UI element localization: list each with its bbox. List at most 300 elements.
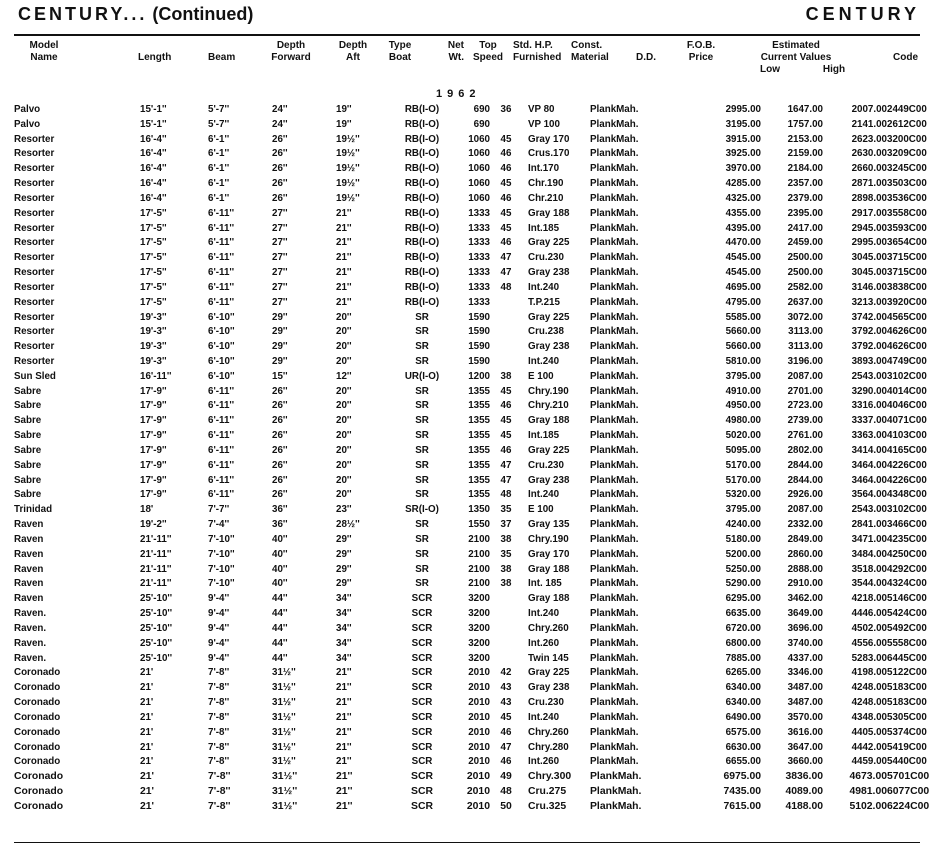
cell-material: PlankMah. <box>590 430 639 442</box>
table-row <box>14 651 920 666</box>
cell-beam: 6'-10'' <box>208 341 235 353</box>
cell-depth-forward: 27'' <box>272 222 288 234</box>
cell-material: PlankMah. <box>590 741 639 753</box>
cell-low-value: 1757.00 <box>787 118 823 130</box>
cell-std-hp: Gray 238 <box>528 267 570 279</box>
cell-fob-price: 5095.00 <box>725 444 761 456</box>
cell-high-value: 4198.00 <box>851 667 887 679</box>
cell-std-hp: Gray 225 <box>528 311 570 323</box>
cell-boat-type: SCR <box>411 682 433 694</box>
cell-depth-aft: 20'' <box>336 326 352 338</box>
cell-low-value: 1647.00 <box>787 103 823 115</box>
cell-top-speed: 50 <box>500 800 512 812</box>
cell-length: 16'-11'' <box>140 370 172 382</box>
cell-net-weight: 2010 <box>468 667 490 679</box>
cell-model-name: Raven. <box>14 622 47 634</box>
cell-depth-aft: 19'' <box>336 118 352 130</box>
cell-top-speed: 37 <box>500 519 512 531</box>
cell-depth-aft: 19½'' <box>336 163 360 175</box>
cell-fob-price: 4695.00 <box>725 281 761 293</box>
cell-depth-forward: 44'' <box>272 652 288 664</box>
cell-fob-price: 5180.00 <box>725 533 761 545</box>
cell-net-weight: 2100 <box>468 548 490 560</box>
cell-depth-forward: 26'' <box>272 178 288 190</box>
cell-dd <box>654 502 689 517</box>
cell-low-value: 3072.00 <box>787 311 823 323</box>
cell-high-value: 2007.00 <box>851 103 887 115</box>
cell-depth-forward: 29'' <box>272 326 288 338</box>
table-row <box>14 384 920 399</box>
cell-std-hp: VP 100 <box>528 118 560 130</box>
cell-depth-forward: 24'' <box>272 103 288 115</box>
cell-net-weight: 1355 <box>468 385 490 397</box>
cell-length: 19'-3'' <box>140 326 167 338</box>
cell-depth-aft: 28½'' <box>336 519 360 531</box>
cell-high-value: 3471.00 <box>851 533 887 545</box>
cell-fob-price: 6975.00 <box>723 771 761 783</box>
col-high: High <box>822 64 846 75</box>
cell-std-hp: Gray 225 <box>528 237 570 249</box>
cell-depth-aft: 21'' <box>336 786 353 797</box>
cell-depth-forward: 24'' <box>272 118 288 130</box>
table-row <box>14 562 920 577</box>
cell-std-hp: Chry.210 <box>528 400 569 412</box>
cell-fob-price: 5170.00 <box>725 474 761 486</box>
cell-model-name: Raven <box>14 519 44 531</box>
cell-code: 5146C00 <box>887 593 927 605</box>
cell-model-name: Raven. <box>14 608 47 620</box>
cell-depth-forward: 27'' <box>272 296 288 308</box>
cell-boat-type: SCR <box>411 800 433 812</box>
cell-dd <box>654 577 689 592</box>
col-fob-price: F.O.B. Price <box>686 40 716 63</box>
cell-net-weight: 1355 <box>468 459 490 471</box>
cell-low-value: 3647.00 <box>787 741 823 753</box>
cell-beam: 6'-11'' <box>208 444 235 456</box>
cell-material: PlankMah. <box>590 489 639 501</box>
cell-depth-aft: 20'' <box>336 355 352 367</box>
cell-model-name: Resorter <box>14 133 55 145</box>
cell-boat-type: UR(I-O) <box>404 370 440 382</box>
cell-model-name: Sabre <box>14 415 42 427</box>
cell-dd <box>654 458 689 473</box>
cell-top-speed: 46 <box>500 400 512 412</box>
cell-boat-type: SR <box>415 563 429 575</box>
cell-beam: 6'-10'' <box>208 355 235 367</box>
cell-net-weight: 1060 <box>468 133 490 145</box>
cell-fob-price: 4355.00 <box>725 207 761 219</box>
cell-dd <box>654 532 689 547</box>
cell-net-weight: 3200 <box>468 652 490 664</box>
table-row <box>14 606 920 621</box>
cell-fob-price: 4795.00 <box>725 296 761 308</box>
cell-code: 2449C00 <box>887 103 927 115</box>
cell-length: 19'-2'' <box>140 519 167 531</box>
cell-fob-price: 5290.00 <box>725 578 761 590</box>
cell-dd <box>654 235 689 250</box>
cell-depth-aft: 21'' <box>336 296 352 308</box>
cell-length: 17'-5'' <box>140 296 167 308</box>
cell-code: 3838C00 <box>887 281 927 293</box>
cell-material: PlankMah. <box>590 637 639 649</box>
cell-high-value: 2917.00 <box>851 207 887 219</box>
table-row <box>14 280 920 295</box>
cell-beam: 6'-11'' <box>208 281 235 293</box>
cell-boat-type: SR <box>415 326 429 338</box>
cell-material: PlankMah. <box>590 163 639 175</box>
cell-length: 17'-9'' <box>140 430 167 442</box>
cell-net-weight: 1333 <box>468 296 490 308</box>
table-row <box>14 740 920 755</box>
cell-low-value: 3660.00 <box>787 756 823 768</box>
cell-fob-price: 3795.00 <box>725 370 761 382</box>
cell-low-value: 3462.00 <box>787 593 823 605</box>
cell-model-name: Coronado <box>14 800 64 812</box>
cell-low-value: 2357.00 <box>787 178 823 190</box>
table-row <box>14 517 920 532</box>
table-row <box>14 235 920 250</box>
cell-model-name: Sabre <box>14 400 42 412</box>
cell-model-name: Resorter <box>14 281 55 293</box>
cell-material: PlankMah. <box>590 237 639 249</box>
cell-model-name: Sabre <box>14 385 42 397</box>
cell-net-weight: 3200 <box>468 637 490 649</box>
cell-material: PlankMah. <box>590 326 639 338</box>
cell-depth-forward: 29'' <box>272 355 288 367</box>
cell-low-value: 3113.00 <box>788 341 823 353</box>
cell-depth-aft: 20'' <box>336 311 352 323</box>
cell-std-hp: T.P.215 <box>528 296 560 308</box>
cell-top-speed <box>490 621 522 636</box>
col-const-material: Const. Material <box>571 40 609 63</box>
model-year: 1962 <box>436 88 481 100</box>
cell-low-value: 4188.00 <box>785 800 823 812</box>
cell-code: 6445C00 <box>887 652 927 664</box>
cell-length: 19'-3'' <box>140 355 167 367</box>
cell-high-value: 3045.00 <box>851 267 887 279</box>
cell-dd <box>654 799 689 814</box>
cell-model-name: Resorter <box>14 148 55 160</box>
cell-std-hp: Gray 188 <box>528 415 570 427</box>
cell-dd <box>654 250 689 265</box>
cell-boat-type: SR <box>415 519 429 531</box>
cell-net-weight: 2010 <box>466 800 490 812</box>
cell-code: 3209C00 <box>887 148 927 160</box>
cell-beam: 6'-11'' <box>208 385 235 397</box>
cell-model-name: Resorter <box>14 207 55 219</box>
cell-code: 3503C00 <box>887 178 927 190</box>
cell-length: 21' <box>140 682 154 694</box>
cell-material: PlankMah. <box>590 563 639 575</box>
cell-boat-type: SCR <box>411 741 433 753</box>
cell-dd <box>654 769 689 784</box>
cell-low-value: 2723.00 <box>787 400 823 412</box>
cell-material: PlankMah. <box>590 252 639 264</box>
cell-material: PlankMah. <box>590 311 639 323</box>
cell-depth-forward: 15'' <box>272 370 288 382</box>
cell-boat-type: RB(I-O) <box>404 133 440 145</box>
cell-material: PlankMah. <box>590 385 639 397</box>
table-row <box>14 265 920 280</box>
table-row <box>14 102 920 117</box>
cell-std-hp: VP 80 <box>528 103 555 115</box>
cell-model-name: Raven <box>14 593 44 605</box>
cell-material: PlankMah. <box>590 341 639 353</box>
cell-model-name: Sabre <box>14 489 42 501</box>
cell-dd <box>654 354 689 369</box>
cell-depth-forward: 26'' <box>272 444 288 456</box>
cell-top-speed: 45 <box>500 415 512 427</box>
cell-std-hp: Int.185 <box>528 222 560 234</box>
cell-low-value: 3487.00 <box>787 697 823 709</box>
cell-low-value: 2860.00 <box>787 548 823 560</box>
cell-depth-forward: 27'' <box>272 267 288 279</box>
cell-depth-aft: 21'' <box>336 237 352 249</box>
table-row <box>14 428 920 443</box>
cell-material: PlankMah. <box>590 296 639 308</box>
cell-high-value: 2141.00 <box>851 118 887 130</box>
cell-material: PlankMah. <box>590 726 639 738</box>
cell-std-hp: Int.170 <box>528 163 560 175</box>
cell-top-speed: 47 <box>500 252 512 264</box>
cell-depth-forward: 26'' <box>272 459 288 471</box>
cell-top-speed: 48 <box>500 281 512 293</box>
cell-depth-forward: 31½'' <box>272 726 296 738</box>
cell-boat-type: RB(I-O) <box>404 207 440 219</box>
cell-net-weight: 1333 <box>468 237 490 249</box>
table-row <box>14 117 920 132</box>
cell-net-weight: 1333 <box>468 252 490 264</box>
cell-depth-aft: 20'' <box>336 385 352 397</box>
cell-net-weight: 3200 <box>468 622 490 634</box>
cell-depth-forward: 27'' <box>272 281 288 293</box>
table-row <box>14 206 920 221</box>
cell-model-name: Resorter <box>14 192 55 204</box>
cell-model-name: Resorter <box>14 267 55 279</box>
cell-depth-forward: 26'' <box>272 415 288 427</box>
cell-high-value: 3792.00 <box>851 341 887 353</box>
table-row <box>14 591 920 606</box>
cell-depth-aft: 34'' <box>336 637 352 649</box>
cell-net-weight: 2100 <box>468 533 490 545</box>
cell-fob-price: 4980.00 <box>725 415 761 427</box>
cell-length: 25'-10'' <box>140 622 173 634</box>
cell-fob-price: 4240.00 <box>725 519 761 531</box>
cell-std-hp: Gray 188 <box>528 593 570 605</box>
cell-high-value: 3290.00 <box>851 385 887 397</box>
cell-boat-type: SR <box>415 430 429 442</box>
cell-boat-type: RB(I-O) <box>404 178 440 190</box>
cell-top-speed: 46 <box>500 444 512 456</box>
cell-dd <box>654 695 689 710</box>
cell-beam: 6'-11'' <box>208 252 235 264</box>
table-row <box>14 191 920 206</box>
cell-fob-price: 4545.00 <box>725 252 761 264</box>
cell-std-hp: Gray 238 <box>528 682 570 694</box>
col-model: Model Name <box>29 40 59 63</box>
cell-length: 21' <box>140 667 154 679</box>
cell-length: 17'-5'' <box>140 267 167 279</box>
cell-boat-type: RB(I-O) <box>404 267 440 279</box>
cell-beam: 6'-11'' <box>208 222 235 234</box>
cell-top-speed: 46 <box>500 756 512 768</box>
cell-boat-type: SCR <box>411 608 433 620</box>
cell-top-speed: 49 <box>500 771 512 783</box>
cell-depth-forward: 31½'' <box>272 711 296 723</box>
cell-std-hp: Chr.190 <box>528 178 564 190</box>
cell-net-weight: 1590 <box>468 311 490 323</box>
cell-material: PlankMah. <box>590 756 639 768</box>
table-row <box>14 695 920 710</box>
brand-title-left: CENTURY... <box>18 4 148 24</box>
cell-beam: 7'-8'' <box>208 741 230 753</box>
cell-model-name: Coronado <box>14 786 64 797</box>
cell-fob-price: 5810.00 <box>725 355 761 367</box>
top-rule <box>14 34 920 36</box>
cell-net-weight: 1060 <box>468 192 490 204</box>
cell-depth-aft: 21'' <box>336 207 352 219</box>
cell-top-speed <box>490 591 522 606</box>
cell-depth-forward: 26'' <box>272 163 288 175</box>
cell-beam: 6'-11'' <box>208 237 235 249</box>
cell-dd <box>654 146 689 161</box>
table-row <box>14 146 920 161</box>
table-row <box>14 369 920 384</box>
cell-depth-aft: 12'' <box>336 370 352 382</box>
cell-depth-aft: 19'' <box>336 103 352 115</box>
cell-top-speed: 45 <box>500 133 512 145</box>
cell-boat-type: RB(I-O) <box>404 296 440 308</box>
cell-fob-price: 6490.00 <box>725 711 761 723</box>
cell-code: 3715C00 <box>887 267 927 279</box>
table-row <box>14 132 920 147</box>
cell-material: PlankMah. <box>590 652 639 664</box>
cell-length: 21'-11'' <box>140 548 172 560</box>
table-row <box>14 680 920 695</box>
cell-code: 3654C00 <box>887 237 927 249</box>
cell-top-speed <box>490 651 522 666</box>
cell-depth-forward: 31½'' <box>272 800 298 812</box>
cell-fob-price: 6630.00 <box>725 741 761 753</box>
cell-model-name: Raven <box>14 548 44 560</box>
cell-std-hp: Chry.190 <box>528 533 569 545</box>
cell-depth-forward: 26'' <box>272 430 288 442</box>
cell-length: 17'-5'' <box>140 252 167 264</box>
cell-fob-price: 2995.00 <box>725 103 761 115</box>
table-row <box>14 176 920 191</box>
cell-code: 3715C00 <box>887 252 927 264</box>
cell-depth-forward: 40'' <box>272 548 288 560</box>
cell-beam: 6'-11'' <box>208 489 235 501</box>
cell-code: 3920C00 <box>887 296 927 308</box>
cell-depth-forward: 31½'' <box>272 786 298 797</box>
cell-code: 6224C00 <box>887 800 930 812</box>
cell-low-value: 2395.00 <box>787 207 823 219</box>
cell-high-value: 2543.00 <box>851 370 887 382</box>
cell-net-weight: 1333 <box>468 222 490 234</box>
cell-boat-type: RB(I-O) <box>404 163 440 175</box>
cell-boat-type: RB(I-O) <box>404 281 440 293</box>
cell-net-weight: 2010 <box>468 682 490 694</box>
cell-top-speed: 45 <box>500 178 512 190</box>
cell-high-value: 3484.00 <box>851 548 887 560</box>
cell-depth-forward: 44'' <box>272 637 288 649</box>
cell-length: 19'-3'' <box>140 311 167 323</box>
cell-top-speed: 42 <box>500 667 512 679</box>
cell-std-hp: Int.240 <box>528 355 560 367</box>
cell-std-hp: Gray 225 <box>528 667 570 679</box>
cell-std-hp: Int.240 <box>528 608 560 620</box>
cell-top-speed: 47 <box>500 474 512 486</box>
cell-model-name: Resorter <box>14 311 55 323</box>
cell-beam: 7'-4'' <box>208 519 230 531</box>
cell-fob-price: 4545.00 <box>725 267 761 279</box>
cell-length: 21' <box>140 771 155 783</box>
cell-code: 4626C00 <box>887 341 927 353</box>
cell-length: 21' <box>140 697 154 709</box>
cell-depth-aft: 21'' <box>336 726 352 738</box>
cell-dd <box>654 384 689 399</box>
cell-high-value: 3464.00 <box>851 474 887 486</box>
cell-beam: 7'-8'' <box>208 682 230 694</box>
cell-low-value: 4089.00 <box>785 786 823 797</box>
cell-boat-type: RB(I-O) <box>404 118 440 130</box>
cell-net-weight: 1355 <box>468 415 490 427</box>
cell-code: 3245C00 <box>887 163 927 175</box>
cell-beam: 7'-8'' <box>208 756 230 768</box>
cell-code: 4565C00 <box>887 311 927 323</box>
cell-std-hp: Cru.275 <box>528 786 567 797</box>
cell-low-value: 2459.00 <box>787 237 823 249</box>
cell-top-speed <box>490 354 522 369</box>
cell-depth-aft: 29'' <box>336 548 352 560</box>
cell-depth-aft: 21'' <box>336 711 352 723</box>
cell-high-value: 4348.00 <box>851 711 887 723</box>
cell-dd <box>654 265 689 280</box>
cell-length: 17'-5'' <box>140 281 167 293</box>
cell-depth-aft: 34'' <box>336 652 352 664</box>
col-beam: Beam <box>208 52 236 63</box>
cell-code: 5424C00 <box>887 608 927 620</box>
cell-dd <box>654 784 689 799</box>
cell-low-value: 2500.00 <box>787 252 823 264</box>
cell-depth-forward: 26'' <box>272 400 288 412</box>
cell-depth-aft: 21'' <box>336 682 352 694</box>
cell-dd <box>654 443 689 458</box>
cell-material: PlankMah. <box>590 474 639 486</box>
cell-model-name: Raven. <box>14 637 47 649</box>
cell-std-hp: Twin 145 <box>528 652 569 664</box>
cell-std-hp: Int.260 <box>528 756 560 768</box>
cell-depth-aft: 21'' <box>336 741 352 753</box>
cell-top-speed: 46 <box>500 192 512 204</box>
cell-high-value: 3146.00 <box>851 281 887 293</box>
cell-depth-aft: 21'' <box>336 281 352 293</box>
cell-std-hp: Gray 238 <box>528 474 570 486</box>
cell-model-name: Coronado <box>14 697 61 709</box>
col-low: Low <box>760 64 780 75</box>
cell-boat-type: RB(I-O) <box>404 192 440 204</box>
cell-length: 25'-10'' <box>140 652 173 664</box>
cell-code: 5701C00 <box>887 771 930 783</box>
cell-length: 25'-10'' <box>140 593 173 605</box>
cell-beam: 6'-11'' <box>208 296 235 308</box>
cell-std-hp: Chr.210 <box>528 192 564 204</box>
cell-top-speed: 45 <box>500 222 512 234</box>
cell-model-name: Sabre <box>14 430 42 442</box>
cell-net-weight: 2010 <box>468 726 490 738</box>
cell-length: 21'-11'' <box>140 533 172 545</box>
